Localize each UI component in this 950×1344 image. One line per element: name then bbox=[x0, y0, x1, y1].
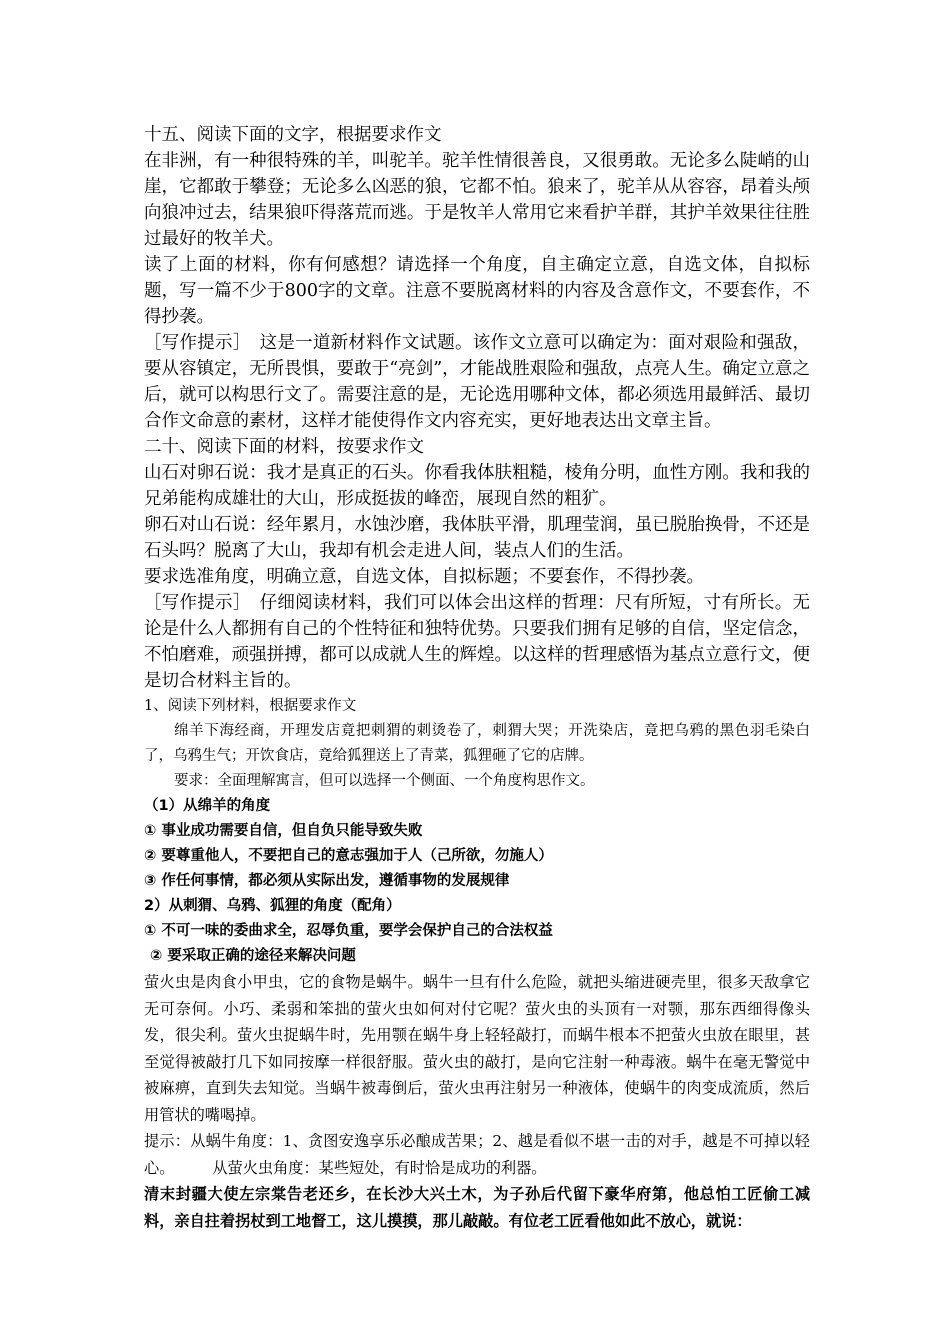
heading-1: 1、阅读下列材料，根据要求作文 bbox=[144, 698, 357, 714]
paragraph-requirement-1: 要求：全面理解寓言，但可以选择一个侧面、一个角度构思作文。 bbox=[174, 773, 595, 789]
paragraph-requirement-15: 读了上面的材料，你有何感想？请选择一个角度，自主确定立意，自选文体，自拟标题，写一篇不少于800字的文章。注意不要脱离材料的内容及含意作文，不要套作，不得抄袭。 bbox=[144, 255, 810, 327]
heading-15: 十五、阅读下面的文字，根据要求作文 bbox=[144, 125, 442, 145]
paragraph-sheep-fable: 绵羊下海经商，开理发店竟把刺猬的刺烫卷了，刺猬大哭；开洗染店，竟把乌鸦的黑色羽毛染白了，乌鸦生气；开饮食店，竟给狐狸送上了青菜，狐狸砸了它的店牌。 bbox=[144, 723, 810, 764]
angle-item-4: ① 不可一味的委曲求全，忍辱负重，要学会保护自己的合法权益 bbox=[144, 923, 553, 939]
paragraph-firefly-hint: 提示：从蜗牛角度：1、贪图安逸享乐必酿成苦果；2、越是看似不堪一击的对手，越是不可掉以轻心。 从萤火虫角度：某些短处，有时恰是成功的利器。 bbox=[144, 1132, 810, 1177]
heading-20: 二十、阅读下面的材料，按要求作文 bbox=[144, 437, 424, 457]
angle-item-2: ② 要尊重他人，不要把自己的意志强加于人（己所欲，勿施人） bbox=[144, 848, 553, 864]
paragraph-hint-15: ［写作提示］ 这是一道新材料作文试题。该作文立意可以确定为：面对艰险和强敌，要从容镇定，无所畏惧，要敢于“亮剑”，才能战胜艰险和强敌，点亮人生。确定立意之后，就可以构思行文了。需要注意的是，无论选用哪种文体，都必须选用最鲜活、最切合作文命意的素材，这样才能使得作文内容充实，更好地表达出文章主旨。 bbox=[144, 333, 810, 431]
angle-supporting-heading: 2）从刺猬、乌鸦、狐狸的角度（配角） bbox=[144, 898, 401, 914]
angle-item-1: ① 事业成功需要自信，但自负只能导致失败 bbox=[144, 823, 423, 839]
paragraph-mountain-stone: 山石对卵石说：我才是真正的石头。你看我体肤粗糙，棱角分明，血性方刚。我和我的兄弟能构成雄壮的大山，形成挺拔的峰峦，展现自然的粗犷。 bbox=[144, 463, 810, 509]
paragraph-requirement-20: 要求选准角度，明确立意，自选文体，自拟标题；不要套作，不得抄袭。 bbox=[144, 567, 704, 587]
paragraph-zuo-zongtang: 清末封疆大使左宗棠告老还乡，在长沙大兴土木，为子孙后代留下豪华府第，他总怕工匠偷工减料，亲自拄着拐杖到工地督工，这儿摸摸，那儿敲敲。有位老工匠看他如此不放心，就说： bbox=[144, 1185, 810, 1230]
document-page bbox=[144, 122, 810, 1234]
paragraph-hint-20: ［写作提示］ 仔细阅读材料，我们可以体会出这样的哲理：尺有所短，寸有所长。无论是什么人都拥有自己的个性特征和独特优势。只要我们拥有足够的自信，坚定信念，不怕磨难，顽强拼搏，都可以成就人生的辉煌。以这样的哲理感悟为基点立意行文，便是切合材料主旨的。 bbox=[144, 593, 810, 691]
paragraph-pebble: 卵石对山石说：经年累月，水蚀沙磨，我体肤平滑，肌理莹润，虽已脱胎换骨，不还是石头吗？脱离了大山，我却有机会走进人间，装点人们的生活。 bbox=[144, 515, 810, 561]
angle-sheep-heading: （1）从绵羊的角度 bbox=[144, 798, 271, 814]
angle-item-5: ② 要采取正确的途径来解决问题 bbox=[150, 948, 356, 964]
paragraph-firefly: 萤火虫是肉食小甲虫，它的食物是蜗牛。蜗牛一旦有什么危险，就把头缩进硬壳里，很多天敌拿它无可奈何。小巧、柔弱和笨拙的萤火虫如何对付它呢？萤火虫的头顶有一对颚，那东西细得像头发，很尖利。萤火虫捉蜗牛时，先用颚在蜗牛身上轻轻敲打，而蜗牛根本不把萤火虫放在眼里，甚至觉得被敲打几下如同按摩一样很舒服。萤火虫的敲打，是向它注射一种毒液。蜗牛在毫无警觉中被麻痹，直到失去知觉。当蜗牛被毒倒后，萤火虫再注射另一种液体，使蜗牛的肉变成流质，然后用管状的嘴喝掉。 bbox=[144, 973, 810, 1124]
angle-item-3: ③ 作任何事情，都必须从实际出发，遵循事物的发展规律 bbox=[144, 873, 510, 889]
paragraph-camel-sheep: 在非洲，有一种很特殊的羊，叫驼羊。驼羊性情很善良，又很勇敢。无论多么陡峭的山崖，它都敢于攀登；无论多么凶恶的狼，它都不怕。狼来了，驼羊从从容容，昂着头颅向狼冲过去，结果狼吓得落荒而逃。于是牧羊人常用它来看护羊群，其护羊效果往往胜过最好的牧羊犬。 bbox=[144, 151, 810, 249]
